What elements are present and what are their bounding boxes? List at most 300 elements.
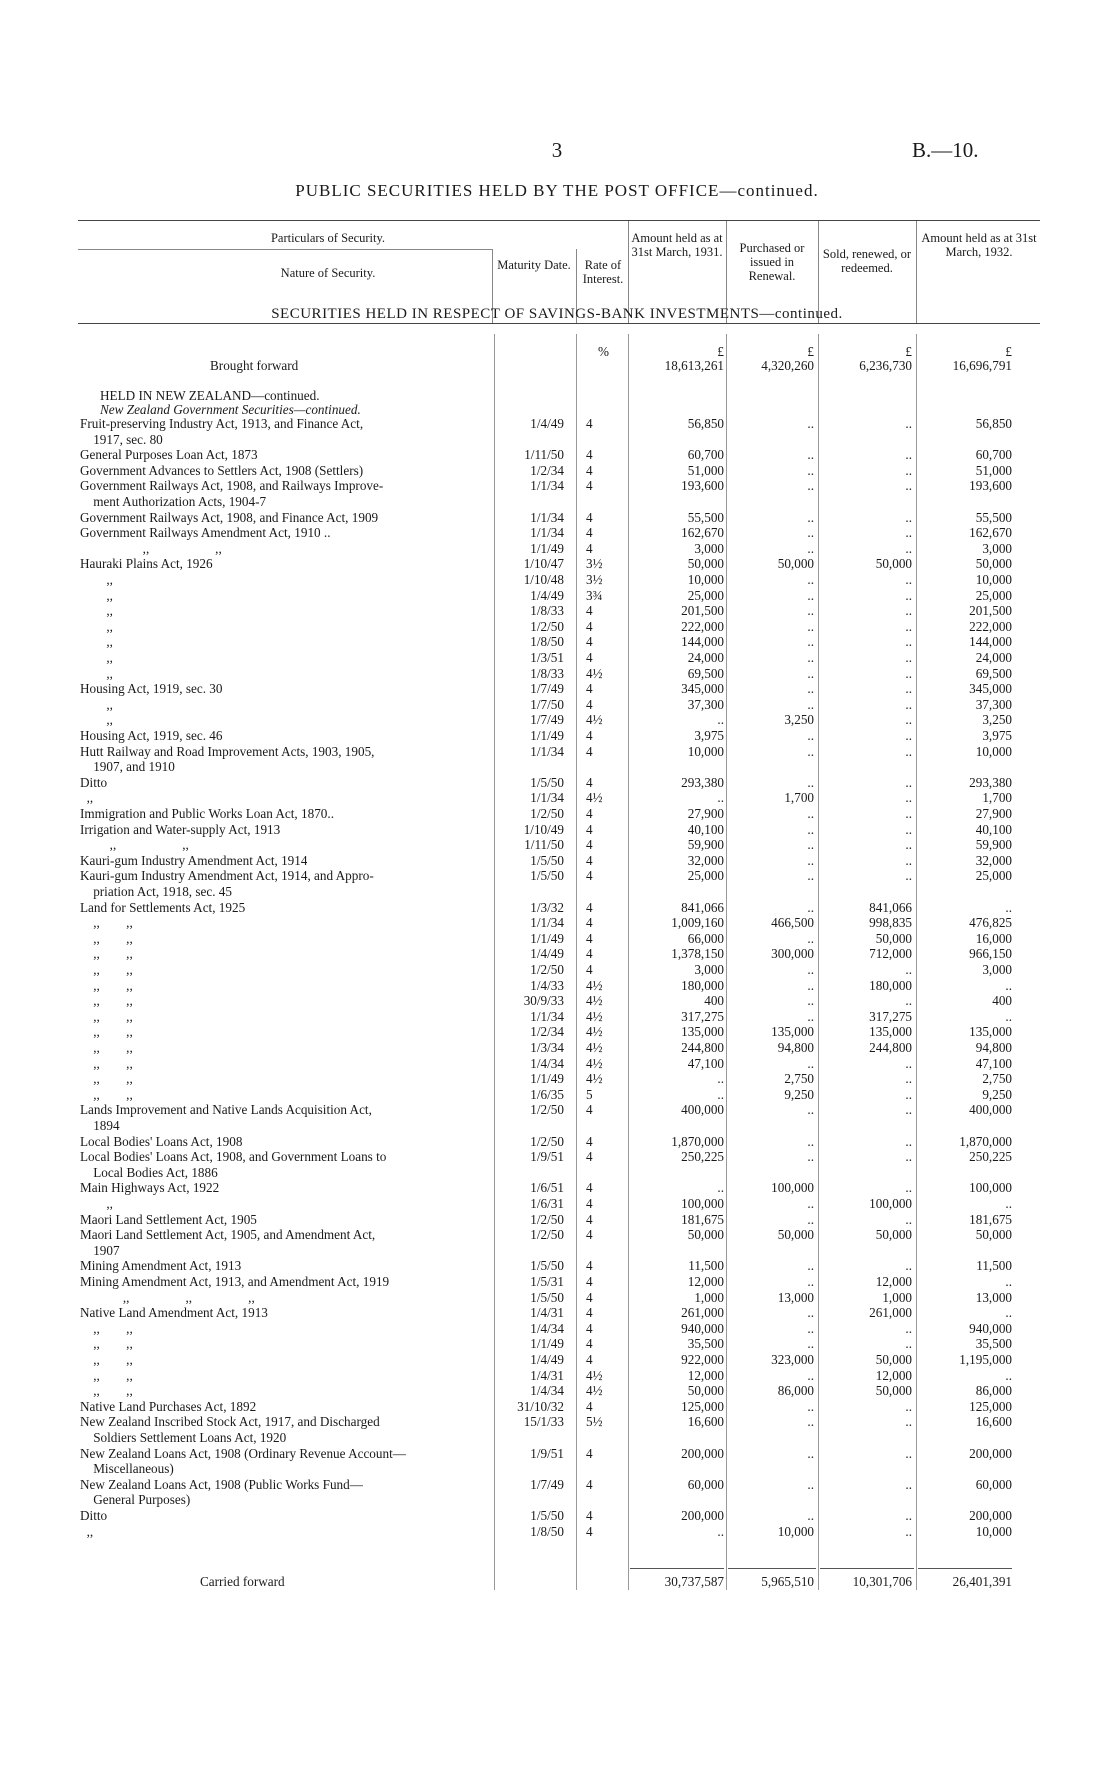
amount-purchased: .. (807, 665, 814, 681)
amount-held-1931: 25,000 (687, 587, 724, 603)
subheading-held-label: HELD IN NEW ZEALAND—continued. (100, 388, 320, 403)
interest-rate: 4 (586, 696, 593, 712)
amount-held-1931: 16,600 (687, 1414, 724, 1430)
security-name: Irrigation and Water-supply Act, 1913 (80, 821, 281, 837)
amount-held-1931: 201,500 (681, 603, 724, 619)
maturity-date: 1/1/49 (530, 728, 564, 743)
table-row (0, 1290, 1114, 1306)
security-name: General Purposes) (80, 1492, 191, 1508)
interest-rate: 4 (586, 1227, 593, 1243)
amount-held-1932: 201,500 (969, 603, 1012, 619)
security-name: ,, ,, ,, (80, 1289, 255, 1305)
amount-held-1932: 144,000 (969, 634, 1012, 650)
amount-held-1932: 200,000 (969, 1508, 1012, 1523)
maturity-date: 1/9/51 (530, 1445, 564, 1461)
amount-held-1932: 50,000 (975, 556, 1012, 572)
amount-held-1932: 3,975 (982, 728, 1012, 743)
amount-held-1932: 181,675 (969, 1211, 1012, 1227)
amount-held-1931: 162,670 (681, 525, 724, 541)
amount-held-1931: 125,000 (681, 1398, 724, 1414)
security-name: New Zealand Inscribed Stock Act, 1917, and Discharged (80, 1414, 380, 1430)
table-row (0, 541, 1114, 557)
interest-rate: 5½ (586, 1414, 603, 1430)
maturity-date: 1/6/35 (530, 1086, 564, 1102)
security-name: Kauri-gum Industry Amendment Act, 1914, and Appro- (80, 868, 374, 884)
maturity-date: 1/1/34 (530, 509, 564, 525)
security-name: ment Authorization Acts, 1904-7 (80, 494, 267, 509)
amount-purchased: .. (807, 977, 814, 993)
maturity-date: 1/1/34 (530, 478, 564, 494)
amount-held-1931: 60,000 (687, 1476, 724, 1492)
amount-held-1931: 50,000 (687, 556, 724, 572)
table-row (0, 697, 1114, 713)
amount-purchased: 13,000 (777, 1289, 814, 1305)
amount-sold: 12,000 (875, 1274, 912, 1289)
interest-rate: 4½ (586, 712, 603, 728)
table-row (0, 1227, 1114, 1243)
security-name: 1907, and 1910 (80, 759, 175, 775)
maturity-date: 1/1/34 (530, 915, 564, 931)
amount-held-1932: 40,100 (975, 821, 1012, 837)
amount-held-1932: 59,900 (975, 837, 1012, 853)
interest-rate: 4 (586, 1305, 593, 1321)
amount-sold: .. (905, 1102, 912, 1118)
interest-rate: 4 (586, 681, 593, 697)
header-divider (78, 249, 492, 250)
interest-rate: 4 (586, 1211, 593, 1227)
interest-rate: 4½ (586, 977, 603, 993)
amount-purchased: .. (807, 618, 814, 634)
maturity-date: 1/8/50 (530, 1523, 564, 1539)
interest-rate: 4 (586, 447, 593, 463)
amount-purchased: 100,000 (771, 1180, 814, 1196)
interest-rate: 3¾ (586, 587, 603, 603)
amount-purchased: .. (807, 899, 814, 915)
carried-forward-sold: 10,301,706 (852, 1574, 912, 1589)
table-row (0, 1165, 1114, 1181)
amount-purchased: .. (807, 650, 814, 665)
security-name: ,, ,, (80, 1055, 133, 1071)
page-title: PUBLIC SECURITIES HELD BY THE POST OFFICE—continued. (295, 181, 819, 200)
amount-held-1932: 16,000 (975, 930, 1012, 946)
col-maturity: Maturity Date. (497, 258, 571, 272)
amount-sold: .. (905, 1508, 912, 1523)
security-name: General Purposes Loan Act, 1873 (80, 447, 258, 463)
amount-held-1932: 50,000 (975, 1227, 1012, 1243)
maturity-date: 1/2/50 (530, 962, 564, 977)
interest-rate: 4 (586, 868, 593, 884)
interest-rate: 4 (586, 930, 593, 946)
amount-held-1931: 55,500 (687, 509, 724, 525)
carried-forward-1932: 26,401,391 (952, 1574, 1012, 1589)
amount-sold: 50,000 (875, 1352, 912, 1367)
table-row (0, 868, 1114, 884)
amount-sold: 180,000 (869, 977, 912, 993)
table-row (0, 1024, 1114, 1040)
maturity-date: 1/2/34 (530, 462, 564, 478)
maturity-date: 1/3/34 (530, 1040, 564, 1055)
col-rate: Rate of Interest. (582, 258, 624, 286)
amount-held-1931: 10,000 (687, 572, 724, 587)
table-row (0, 432, 1114, 448)
maturity-date: 1/4/34 (530, 1383, 564, 1399)
amount-held-1931: 317,275 (681, 1008, 724, 1024)
col-particulars: Particulars of Security. (270, 231, 386, 245)
brought-forward-row (0, 358, 1114, 374)
amount-purchased: .. (807, 1476, 814, 1492)
security-name: ,, ,, (80, 1320, 133, 1336)
amount-held-1931: 3,000 (694, 540, 724, 556)
amount-held-1931: 200,000 (681, 1508, 724, 1523)
amount-held-1932: 193,600 (969, 478, 1012, 494)
security-name: Miscellaneous) (80, 1461, 174, 1477)
amount-sold: 841,066 (869, 899, 912, 915)
table-row (0, 946, 1114, 962)
amount-sold: .. (905, 743, 912, 759)
amount-purchased: .. (807, 1367, 814, 1383)
interest-rate: 4 (586, 899, 593, 915)
table-row (0, 1134, 1114, 1150)
amount-held-1932: 1,195,000 (959, 1352, 1012, 1367)
amount-held-1931: 3,975 (694, 728, 724, 743)
table-row (0, 1477, 1114, 1493)
table-row (0, 478, 1114, 494)
amount-held-1931: 400 (704, 993, 724, 1009)
amount-held-1931: 50,000 (687, 1383, 724, 1399)
security-name: Local Bodies' Loans Act, 1908, and Government Loans to (80, 1149, 387, 1165)
amount-purchased: .. (807, 1508, 814, 1523)
maturity-date: 1/5/50 (530, 1508, 564, 1523)
maturity-date: 1/5/50 (530, 774, 564, 790)
amount-purchased: .. (807, 1320, 814, 1336)
amount-sold: .. (905, 462, 912, 478)
security-name: ,, ,, (80, 837, 189, 853)
interest-rate: 4 (586, 743, 593, 759)
interest-rate: 4 (586, 821, 593, 837)
maturity-date: 1/7/49 (530, 712, 564, 728)
amount-sold: .. (905, 790, 912, 806)
amount-sold: .. (905, 1414, 912, 1430)
amount-held-1932: 293,380 (969, 774, 1012, 790)
amount-purchased: 1,700 (784, 790, 814, 806)
amount-purchased: .. (807, 478, 814, 494)
amount-sold: .. (905, 1398, 912, 1414)
amount-sold: .. (905, 478, 912, 494)
amount-held-1931: 56,850 (687, 416, 724, 431)
maturity-date: 1/1/49 (530, 540, 564, 556)
security-name: ,, ,, (80, 1024, 133, 1040)
amount-held-1932: 37,300 (975, 696, 1012, 712)
maturity-date: 1/2/50 (530, 806, 564, 821)
security-name: Government Advances to Settlers Act, 1908 (Settlers) (80, 462, 364, 478)
table-row (0, 822, 1114, 838)
amount-purchased: .. (807, 587, 814, 603)
amount-held-1932: .. (1005, 977, 1012, 993)
table-row (0, 1383, 1114, 1399)
col-held-1931: Amount held as at 31st March, 1931. (631, 231, 723, 259)
security-name: ,, (80, 665, 113, 681)
table-row (0, 463, 1114, 479)
interest-rate: 4 (586, 478, 593, 494)
security-name: ,, ,, (80, 1008, 133, 1024)
amount-sold: 998,835 (869, 915, 912, 931)
amount-held-1931: 50,000 (687, 1227, 724, 1243)
table-row (0, 1009, 1114, 1025)
col-purchased: Purchased or issued in Renewal. (739, 241, 805, 283)
table-row (0, 510, 1114, 526)
table-row (0, 744, 1114, 760)
amount-held-1931: 100,000 (681, 1196, 724, 1211)
amount-unit: £ (807, 344, 814, 359)
amount-purchased: .. (807, 447, 814, 463)
security-name: Government Railways Act, 1908, and Railways Improve- (80, 478, 384, 494)
amount-unit: £ (905, 344, 912, 359)
table-row (0, 525, 1114, 541)
amount-purchased: 323,000 (771, 1352, 814, 1367)
security-name: ,, ,, (80, 962, 133, 977)
maturity-date: 1/2/50 (530, 1102, 564, 1118)
security-name: Fruit-preserving Industry Act, 1913, and Finance Act, (80, 416, 364, 431)
amount-purchased: .. (807, 1258, 814, 1274)
maturity-date: 1/1/34 (530, 790, 564, 806)
security-name: Kauri-gum Industry Amendment Act, 1914 (80, 852, 308, 868)
amount-held-1932: .. (1005, 1008, 1012, 1024)
maturity-date: 1/10/47 (523, 556, 564, 572)
interest-rate: 4 (586, 634, 593, 650)
interest-rate: 3½ (586, 572, 603, 587)
amount-sold: 712,000 (869, 946, 912, 962)
amount-purchased: 135,000 (771, 1024, 814, 1040)
amount-sold: 100,000 (869, 1196, 912, 1211)
security-name: Mining Amendment Act, 1913, and Amendment Act, 1919 (80, 1274, 390, 1289)
amount-purchased: 3,250 (784, 712, 814, 728)
amount-sold: .. (905, 1055, 912, 1071)
amount-held-1932: 56,850 (975, 416, 1012, 431)
amount-sold: .. (905, 634, 912, 650)
amount-held-1932: 100,000 (969, 1180, 1012, 1196)
interest-rate: 4½ (586, 1008, 603, 1024)
table-row (0, 775, 1114, 791)
security-name: ,, ,, (80, 993, 133, 1009)
security-name: New Zealand Loans Act, 1908 (Public Works Fund— (80, 1476, 363, 1492)
carried-forward-row (0, 1574, 1114, 1590)
maturity-date: 1/2/50 (530, 1227, 564, 1243)
amount-purchased: .. (807, 540, 814, 556)
amount-purchased: .. (807, 1133, 814, 1149)
amount-sold: .. (905, 1258, 912, 1274)
security-name: Land for Settlements Act, 1925 (80, 899, 246, 915)
table-row (0, 712, 1114, 728)
table-row (0, 931, 1114, 947)
security-name: ,, ,, (80, 1367, 133, 1383)
security-name: ,, ,, (80, 1071, 133, 1087)
interest-rate: 4 (586, 1149, 593, 1165)
amount-purchased: .. (807, 681, 814, 697)
table-row (0, 993, 1114, 1009)
amount-purchased: .. (807, 1211, 814, 1227)
amount-purchased: .. (807, 728, 814, 743)
amount-held-1932: 200,000 (969, 1445, 1012, 1461)
table-row (0, 619, 1114, 635)
carried-forward-label: Carried forward (200, 1574, 285, 1589)
maturity-date: 1/3/51 (530, 650, 564, 665)
table-row (0, 837, 1114, 853)
security-name: Maori Land Settlement Act, 1905 (80, 1211, 257, 1227)
security-name: New Zealand Loans Act, 1908 (Ordinary Revenue Account— (80, 1445, 406, 1461)
maturity-date: 1/5/31 (530, 1274, 564, 1289)
amount-held-1931: 1,009,160 (671, 915, 724, 931)
amount-sold: .. (905, 447, 912, 463)
amount-sold: 317,275 (869, 1008, 912, 1024)
brought-forward-sold: 6,236,730 (859, 358, 912, 373)
amount-purchased: 300,000 (771, 946, 814, 962)
col-held-1932: Amount held as at 31st March, 1932. (921, 231, 1037, 259)
interest-rate: 4 (586, 540, 593, 556)
amount-held-1931: 51,000 (687, 462, 724, 478)
table-row (0, 806, 1114, 822)
amount-held-1931: 25,000 (687, 868, 724, 884)
maturity-date: 1/6/51 (530, 1180, 564, 1196)
amount-held-1932: 51,000 (975, 462, 1012, 478)
security-name: ,, ,, (80, 915, 133, 931)
interest-rate: 4 (586, 728, 593, 743)
maturity-date: 1/10/49 (523, 821, 564, 837)
security-name: priation Act, 1918, sec. 45 (80, 884, 232, 899)
amount-held-1931: .. (717, 1523, 724, 1539)
amount-held-1932: 35,500 (975, 1336, 1012, 1352)
amount-sold: .. (905, 993, 912, 1009)
amount-purchased: .. (807, 743, 814, 759)
table-row (0, 1243, 1114, 1259)
table-row (0, 666, 1114, 682)
amount-held-1932: 222,000 (969, 618, 1012, 634)
amount-held-1931: 1,000 (694, 1289, 724, 1305)
amount-held-1932: 11,500 (976, 1258, 1012, 1274)
amount-held-1932: 25,000 (975, 587, 1012, 603)
maturity-date: 1/4/31 (530, 1305, 564, 1321)
amount-held-1932: .. (1005, 1196, 1012, 1211)
table-row (0, 790, 1114, 806)
amount-held-1932: 10,000 (975, 572, 1012, 587)
security-name: ,, ,, (80, 1086, 133, 1102)
amount-purchased: .. (807, 1305, 814, 1321)
maturity-date: 1/4/49 (530, 416, 564, 431)
amount-held-1931: 193,600 (681, 478, 724, 494)
security-name: Lands Improvement and Native Lands Acquisition Act, (80, 1102, 372, 1118)
amount-sold: .. (905, 1071, 912, 1087)
amount-sold: .. (905, 712, 912, 728)
amount-purchased: .. (807, 1445, 814, 1461)
amount-held-1931: 69,500 (687, 665, 724, 681)
interest-rate: 4½ (586, 790, 603, 806)
table-row (0, 1071, 1114, 1087)
amount-purchased: .. (807, 806, 814, 821)
amount-sold: .. (905, 587, 912, 603)
security-name: Soldiers Settlement Loans Act, 1920 (80, 1430, 287, 1445)
col-sold: Sold, renewed, or redeemed. (822, 247, 912, 275)
amount-held-1931: 60,700 (687, 447, 724, 463)
table-row (0, 1102, 1114, 1118)
amount-sold: .. (905, 821, 912, 837)
amount-purchased: .. (807, 852, 814, 868)
amount-held-1931: .. (717, 790, 724, 806)
maturity-date: 1/1/34 (530, 743, 564, 759)
maturity-date: 1/4/31 (530, 1367, 564, 1383)
amount-sold: 50,000 (875, 1227, 912, 1243)
amount-sold: 244,800 (869, 1040, 912, 1055)
amount-held-1931: 922,000 (681, 1352, 724, 1367)
amount-held-1932: 10,000 (975, 1523, 1012, 1539)
maturity-date: 1/7/49 (530, 681, 564, 697)
maturity-date: 1/2/50 (530, 1133, 564, 1149)
amount-held-1931: 35,500 (687, 1336, 724, 1352)
table-row (0, 1274, 1114, 1290)
amount-held-1931: .. (717, 1180, 724, 1196)
table-row (0, 1040, 1114, 1056)
security-name: ,, (80, 603, 113, 619)
table-row (0, 1461, 1114, 1477)
subheading-govt-label: New Zealand Government Securities—continued. (100, 402, 361, 417)
interest-rate: 3½ (586, 556, 603, 572)
interest-rate: 4 (586, 1258, 593, 1274)
brought-forward-1932: 16,696,791 (952, 358, 1012, 373)
amount-held-1932: 3,000 (982, 540, 1012, 556)
total-rule (630, 1568, 724, 1569)
document-code: B.—10. (912, 138, 979, 162)
amount-unit: £ (717, 344, 724, 359)
amount-held-1932: 2,750 (982, 1071, 1012, 1087)
table-row (0, 900, 1114, 916)
security-name: 1917, sec. 80 (80, 431, 163, 447)
interest-rate: 4½ (586, 1024, 603, 1040)
interest-rate: 4 (586, 1352, 593, 1367)
table-row (0, 759, 1114, 775)
amount-sold: .. (905, 681, 912, 697)
security-name: Mining Amendment Act, 1913 (80, 1258, 242, 1274)
amount-held-1932: 250,225 (969, 1149, 1012, 1165)
table-row (0, 603, 1114, 619)
amount-held-1932: 476,825 (969, 915, 1012, 931)
carried-forward-purchased: 5,965,510 (761, 1574, 814, 1589)
amount-held-1932: 9,250 (982, 1086, 1012, 1102)
amount-held-1932: 345,000 (969, 681, 1012, 697)
table-row (0, 447, 1114, 463)
interest-rate: 4 (586, 462, 593, 478)
amount-purchased: 9,250 (784, 1086, 814, 1102)
amount-held-1931: 10,000 (687, 743, 724, 759)
security-name: Immigration and Public Works Loan Act, 1870.. (80, 806, 334, 821)
interest-rate: 4 (586, 1320, 593, 1336)
maturity-date: 1/1/34 (530, 525, 564, 541)
amount-sold: .. (905, 665, 912, 681)
amount-held-1932: 940,000 (969, 1320, 1012, 1336)
amount-held-1931: 3,000 (694, 962, 724, 977)
amount-sold: .. (905, 962, 912, 977)
amount-held-1931: 12,000 (687, 1367, 724, 1383)
maturity-date: 1/4/49 (530, 1352, 564, 1367)
table-row (0, 1180, 1114, 1196)
amount-held-1931: 40,100 (687, 821, 724, 837)
amount-held-1931: 200,000 (681, 1445, 724, 1461)
amount-held-1931: .. (717, 1086, 724, 1102)
maturity-date: 30/9/33 (523, 993, 564, 1009)
interest-rate: 4½ (586, 1367, 603, 1383)
interest-rate: 4 (586, 837, 593, 853)
security-name: Housing Act, 1919, sec. 30 (80, 681, 223, 697)
security-name: Local Bodies Act, 1886 (80, 1164, 218, 1180)
amount-purchased: 466,500 (771, 915, 814, 931)
amount-purchased: 2,750 (784, 1071, 814, 1087)
